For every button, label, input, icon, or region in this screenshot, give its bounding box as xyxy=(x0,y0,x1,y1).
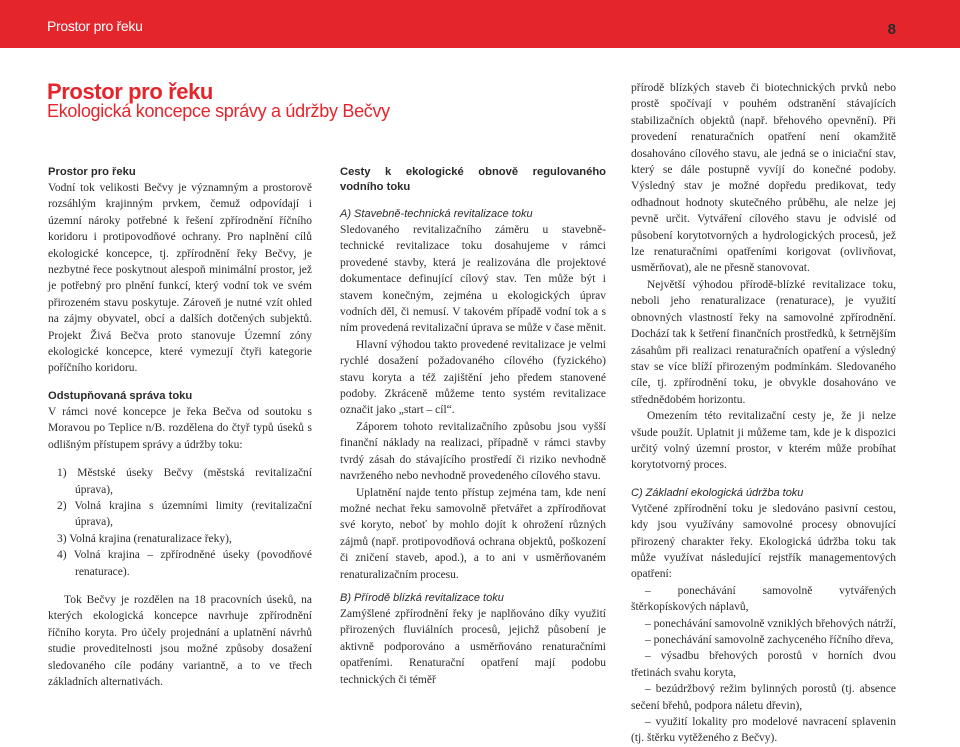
section-type-list xyxy=(48,465,312,580)
column-2 xyxy=(340,165,606,688)
list-item: 1) Městské úseky Bečvy (městská revitalizační úprava), xyxy=(57,467,312,496)
list-item: 4) Volná krajina – zpřírodněné úseky (povodňové renaturace). xyxy=(57,549,312,578)
subheading-c: C) Základní ekologická údržba toku xyxy=(631,486,804,499)
paragraph: Tok Bečvy je rozdělen na 18 pracovních úseků, na kterých ekologická koncepce navrhuje zpřírodnění říčního koryta. Pro účely projednání a uplatnění návrhů studie proveditelnosti jsou možné způsoby dosažení sledovaného cíle podány variantně, a to ve třech základních alternativách. xyxy=(48,593,312,688)
list-item: – využití lokality pro modelové navracení splavenin (tj. štěrku vytěženého z Bečvy). xyxy=(631,714,896,747)
paragraph: Omezením této revitalizační cesty je, že ji nelze všude použít. Uplatnit ji můžeme tam, kde je k dispozici určitý volný územní prostor, v kterém může probíhat korytotvorný proces. xyxy=(631,410,896,472)
header-bar xyxy=(0,0,960,48)
list-item: – ponechávání samovolně zachyceného říčního dřeva, xyxy=(631,632,896,648)
paragraph: Uplatnění najde tento přístup zejména tam, kde není možné nechat řeku samovolně přetvářet a zpřírodňovat své koryto, neboť by mohlo dojít k ohrožení různých zájmů (např. protipovodňová ochrana objektů, poškození či zničení staveb, apod.), a to ani v usměrňovaném renaturalizačním procesu. xyxy=(340,486,606,581)
section-heading-prostor: Prostor pro řeku xyxy=(48,166,136,178)
column-3 xyxy=(631,80,896,747)
paragraph: Zamýšlené zpřírodnění řeky je naplňováno díky využití přirozených fluviálních procesů, jejichž působení je aktivně podporováno a usměrňováno renaturačními opatřeními. Renaturační opatření mají podobu technických či téměř xyxy=(340,607,606,686)
list-item: 2) Volná krajina s územními limity (revitalizační úprava), xyxy=(57,499,312,529)
column-1 xyxy=(48,165,312,690)
paragraph: přírodě blízkých staveb či biotechnických prvků nebo prostě spočívají v pouhém odstranění stávajících stabilizačních objektů (např. břehového opevnění). Při provedení renaturačních opatření není okamžitě dosahováno cílového stavu, ale jedná se o iniciační stav, který se dále postupně vyvíjí do konečné podoby. Výsledný stav je možné dopředu predikovat, tedy odhadnout hodnoty skutečného průběhu, ale nelze jej pevně určit. Vytváření cílového stavu je odvislé od působení korytotvorných a hydrologických procesů, jež lze renaturačními opatřeními korigovat (ovlivňovat, usměrňovat), ale ne přesně stanovovat. xyxy=(631,82,896,275)
subheading-a: A) Stavebně-technická revitalizace toku xyxy=(340,208,533,220)
paragraph: Záporem tohoto revitalizačního způsobu jsou vyšší finanční náklady na realizaci, případně v rámci stavby tvrdý zásah do stávajícího prostředí či riziko nevhodně navrženého nebo nevhodně provedeného cílového stavu. xyxy=(340,420,606,483)
paragraph: V rámci nové koncepce je řeka Bečva od soutoku s Moravou po Teplice n/B. rozdělena do čtyř typů úseků s odlišným přístupem správy a údržby toku: xyxy=(48,405,312,451)
page-title: Prostor pro řeku xyxy=(47,79,213,104)
paragraph: Vytčené zpřírodnění toku je sledováno pasivní cestou, kdy jsou využívány samovolné procesy obnovující přirozený charakter řeky. Ekologická údržba toku tak může využívat následující rejstřík managementových opatření: xyxy=(631,502,896,581)
list-item: – ponechávání samovolně vytvářených štěrkopískových náplavů, xyxy=(631,583,896,616)
management-measures-list xyxy=(631,583,896,747)
section-heading-sprava: Odstupňovaná správa toku xyxy=(48,389,193,402)
list-item: – ponechávání samovolně vzniklých břehových nátrží, xyxy=(631,616,896,632)
paragraph: Sledovaného revitalizačního záměru u stavebně-technické revitalizace toku dosahujeme v rámci provedené stavby, která je realizována dle projektové dokumentace definující cílový stav. Ten může být i stavem konečným, zejména u ekologických úprav vodních děl, či nemusí. V takovém případě vodní tok a s ním provedená revitalizační úprava se může v čase měnit. xyxy=(340,224,606,335)
page-number: 8 xyxy=(887,21,896,38)
section-heading-cesty: Cesty k ekologické obnově regulovaného vodního toku xyxy=(340,166,606,193)
list-item: – výsadbu břehových porostů v horních dvou třetinách svahu koryta, xyxy=(631,648,896,681)
paragraph: Vodní tok velikosti Bečvy je významným a prostorově rozsáhlým krajinným prvkem, čemuž odpovídají i územní nároky potřebné k řešení zpřírodnění říčního koridoru i protipovodňové ochrany. Pro naplnění cílů ekologické koncepce, tj. zpřírodnění řeky Bečvy, je nezbytné řece poskytnout alespoň minimální prostor, jež je potřebný pro plnění funkcí, který vodní tok ve svém přirozeném stavu poskytuje. Zároveň je nutné vzít ohled na zájmy obyvatel, obcí a dalších dotčených subjektů. Projekt Živá Bečva proto stanovuje Územní zóny ekologické koncepce, které vymezují čtyři kategorie poříčního koridoru. xyxy=(48,182,312,375)
paragraph: Hlavní výhodou takto provedené revitalizace je velmi rychlé dosažení požadovaného cílového (fyzického) stavu koryta a též zajištění jeho předem stanovené podoby. Zkráceně můžeme tento systém revitalizace označit jako „start – cíl“. xyxy=(340,338,606,417)
list-item: 3) Volná krajina (renaturalizace řeky), xyxy=(57,532,232,545)
subheading-b: B) Přírodě blízká revitalizace toku xyxy=(340,591,504,604)
header-title: Prostor pro řeku xyxy=(47,18,143,34)
page-subtitle: Ekologická koncepce správy a údržby Bečvy xyxy=(47,101,390,121)
list-item: – bezúdržbový režim bylinných porostů (tj. absence sečení břehů, podpora náletu dřevin), xyxy=(631,681,896,714)
paragraph: Největší výhodou přírodě-blízké revitalizace toku, neboli jeho renaturalizace (renaturace), je využití obnovných vlastností řeky na samovolné zpřírodnění. Dochází tak k šetření finančních prostředků, k šetrnějším zásahům při realizaci renaturačních opatření a výsledný stav se více blíží přirozeným podmínkám. Sledovaného cíle, tj. zpřírodnění toku, je obvykle dosahováno ve střednědobém horizontu. xyxy=(631,278,896,406)
